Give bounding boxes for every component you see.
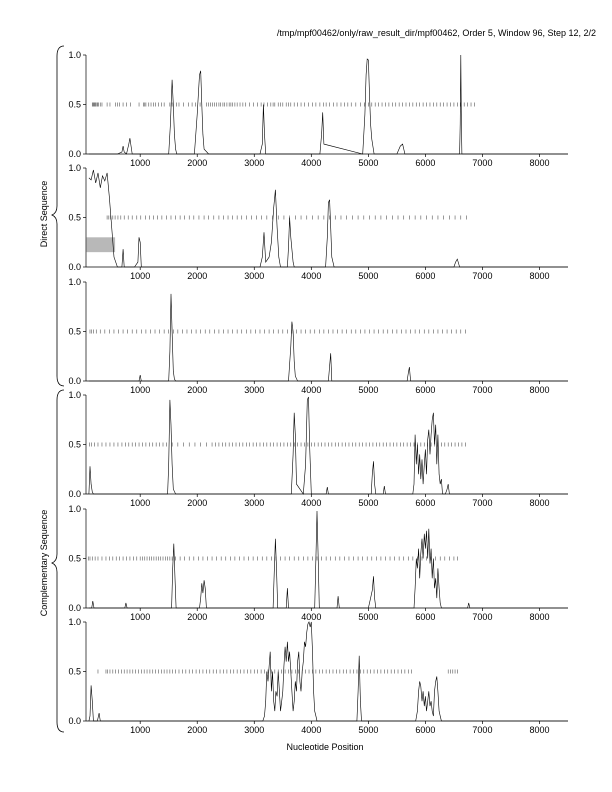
x-tick-label: 4000 <box>301 498 322 508</box>
x-axis-label: Nucleotide Position <box>286 742 364 752</box>
x-tick-label: 3000 <box>244 498 265 508</box>
x-tick-label: 2000 <box>187 271 208 281</box>
panel-5 <box>68 504 568 622</box>
y-tick-label: 1.0 <box>68 277 81 287</box>
panel-2 <box>68 163 568 281</box>
x-tick-label: 2000 <box>187 498 208 508</box>
y-tick-label: 1.0 <box>68 50 81 60</box>
x-tick-label: 1000 <box>130 271 151 281</box>
y-tick-label: 0.5 <box>68 553 81 564</box>
x-tick-label: 3000 <box>244 612 265 622</box>
y-tick-label: 0.0 <box>68 376 81 386</box>
group-bracket-direct <box>52 46 64 386</box>
x-tick-label: 1000 <box>130 158 151 168</box>
x-tick-label: 7000 <box>472 271 493 281</box>
series-line <box>89 170 568 267</box>
panel-4 <box>68 390 568 508</box>
x-tick-label: 2000 <box>187 158 208 168</box>
x-tick-label: 4000 <box>301 158 322 168</box>
x-tick-label: 2000 <box>187 725 208 735</box>
y-tick-label: 0.5 <box>68 212 81 223</box>
y-tick-label: 0.0 <box>68 489 81 499</box>
x-tick-label: 5000 <box>358 385 379 395</box>
panel-6 <box>68 617 568 735</box>
y-tick-label: 0.5 <box>68 99 81 110</box>
x-tick-label: 3000 <box>244 271 265 281</box>
x-tick-label: 7000 <box>472 612 493 622</box>
x-tick-label: 5000 <box>358 498 379 508</box>
group-label-direct: Direct Sequence <box>39 180 49 248</box>
x-tick-label: 3000 <box>244 725 265 735</box>
x-tick-label: 8000 <box>529 498 550 508</box>
x-tick-label: 6000 <box>415 498 436 508</box>
x-tick-label: 5000 <box>358 725 379 735</box>
x-tick-label: 2000 <box>187 385 208 395</box>
x-tick-label: 5000 <box>358 158 379 168</box>
x-tick-label: 8000 <box>529 725 550 735</box>
series-line <box>89 294 568 381</box>
chart-title: /tmp/mpf00462/only/raw_result_dir/mpf00462, Order 5, Window 96, Step 12, 2/2 <box>276 28 596 38</box>
x-tick-label: 5000 <box>358 612 379 622</box>
x-tick-label: 1000 <box>130 725 151 735</box>
y-tick-label: 0.5 <box>68 326 81 337</box>
x-tick-label: 6000 <box>415 725 436 735</box>
panels-group <box>68 50 568 735</box>
x-tick-label: 4000 <box>301 725 322 735</box>
x-tick-label: 7000 <box>472 385 493 395</box>
x-tick-label: 6000 <box>415 385 436 395</box>
x-tick-label: 3000 <box>244 158 265 168</box>
x-tick-label: 8000 <box>529 158 550 168</box>
y-tick-label: 1.0 <box>68 504 81 514</box>
x-tick-label: 1000 <box>130 385 151 395</box>
x-tick-label: 3000 <box>244 385 265 395</box>
y-tick-label: 0.0 <box>68 262 81 272</box>
x-tick-label: 2000 <box>187 612 208 622</box>
x-tick-label: 8000 <box>529 271 550 281</box>
panel-1 <box>68 50 568 168</box>
x-tick-label: 7000 <box>472 498 493 508</box>
series-line <box>89 622 568 721</box>
y-tick-label: 1.0 <box>68 390 81 400</box>
x-tick-label: 1000 <box>130 612 151 622</box>
y-tick-label: 1.0 <box>68 617 81 627</box>
y-tick-label: 1.0 <box>68 163 81 173</box>
highlight-region <box>87 237 116 252</box>
series-line <box>89 55 568 154</box>
group-label-complementary: Complementary Sequence <box>39 509 49 617</box>
x-tick-label: 4000 <box>301 271 322 281</box>
x-tick-label: 6000 <box>415 612 436 622</box>
x-tick-label: 4000 <box>301 612 322 622</box>
group-bracket-complementary <box>52 390 64 732</box>
panel-3 <box>68 277 568 395</box>
y-tick-label: 0.0 <box>68 603 81 613</box>
x-tick-label: 1000 <box>130 498 151 508</box>
x-tick-label: 5000 <box>358 271 379 281</box>
y-tick-label: 0.0 <box>68 149 81 159</box>
x-tick-label: 8000 <box>529 612 550 622</box>
x-tick-label: 7000 <box>472 158 493 168</box>
y-tick-label: 0.5 <box>68 666 81 677</box>
x-tick-label: 4000 <box>301 385 322 395</box>
x-tick-label: 8000 <box>529 385 550 395</box>
y-tick-label: 0.5 <box>68 439 81 450</box>
x-tick-label: 6000 <box>415 158 436 168</box>
x-tick-label: 6000 <box>415 271 436 281</box>
y-tick-label: 0.0 <box>68 716 81 726</box>
x-tick-label: 7000 <box>472 725 493 735</box>
